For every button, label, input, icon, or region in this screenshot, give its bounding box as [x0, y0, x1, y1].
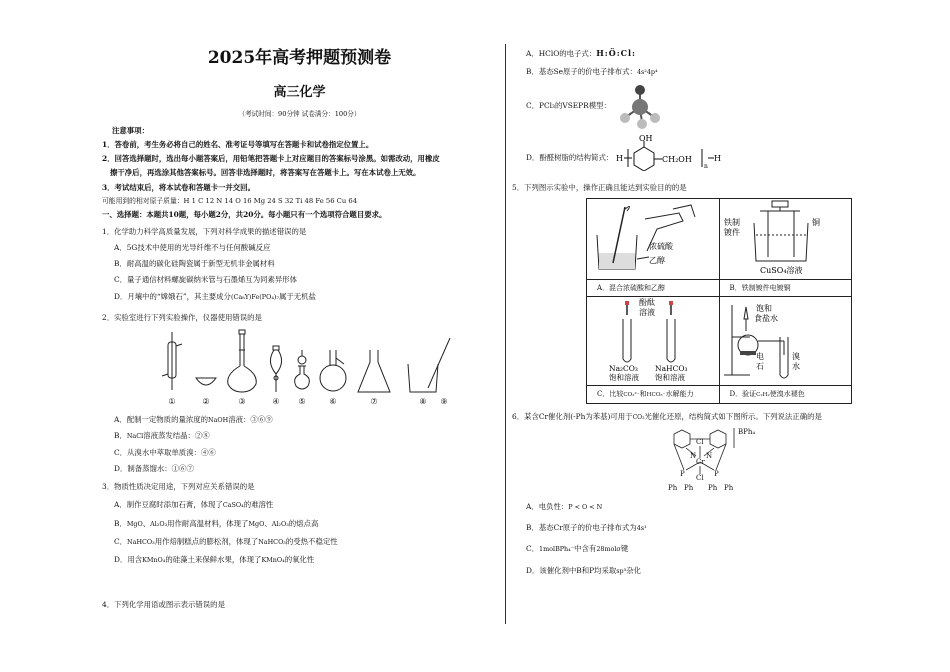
question-3-option-c: C．NaHCO₃用作焙制糕点的膨松剂，体现了NaHCO₃的受热不稳定性: [114, 536, 338, 546]
figure-d-caption: D．验证C₂H₂使溴水褪色: [719, 386, 852, 404]
notice-item-2: 2．回答选择题时，选出每小题答案后，用铅笔把答题卡上对应题目的答案标号涂黑。如需改动，用橡皮: [102, 154, 440, 164]
question-4-option-a: A．HClO的电子式：H:Ö:Cl:: [526, 48, 637, 58]
svg-text:Cl: Cl: [696, 437, 704, 446]
svg-text:N: N: [706, 451, 713, 460]
svg-text:Na₂CO₃: Na₂CO₃: [609, 364, 638, 373]
svg-text:①: ①: [168, 397, 176, 407]
svg-text:铜: 铜: [811, 217, 820, 227]
svg-text:CH₂OH: CH₂OH: [662, 154, 692, 164]
svg-text:n: n: [704, 162, 708, 170]
svg-text:饱和溶液: 饱和溶液: [609, 373, 639, 382]
exam-title: 2025年高考押题预测卷: [207, 48, 392, 68]
notice-title: 注意事项：: [112, 125, 149, 135]
volumetric-flask-icon: [228, 330, 257, 392]
svg-text:NaHCO₃: NaHCO₃: [655, 364, 688, 373]
question-1-option-d: D．月壤中的“嫦娥石”，其主要成分(Ca₈Y)Fe(PO₄)₇属于无机盐: [114, 291, 316, 301]
svg-text:④: ④: [272, 397, 280, 407]
svg-text:P: P: [680, 469, 685, 478]
notice-item-3: 3．考试结束后，将本试卷和答题卡一并交回。: [102, 182, 255, 192]
question-3-option-a: A．制作豆腐时添加石膏，体现了CaSO₄的难溶性: [114, 500, 274, 510]
atomic-mass-line: 可能用到的相对原子质量：H 1 C 12 N 14 O 16 Mg 24 S 32 Ti 48 Fe 56 Cu 64: [102, 196, 358, 205]
svg-text:BPh₄: BPh₄: [738, 427, 756, 436]
catalyst-structure: [662, 426, 772, 494]
acetylene-figure: [720, 297, 848, 383]
left-column: [102, 46, 497, 610]
condenser-icon: [162, 332, 182, 390]
figure-d: [719, 297, 852, 386]
hydrolysis-figure: [587, 297, 715, 383]
svg-text:浓硫酸: 浓硫酸: [649, 241, 673, 251]
question-2-option-b: B．NaCl溶液蒸发结晶：②⑧: [114, 431, 210, 441]
figure-b-caption: B．铁制镀件电镀铜: [719, 280, 852, 297]
exam-info: （考试时间：90分钟 试卷满分：100分）: [238, 109, 361, 118]
question-4-option-b: B．基态Se原子的价电子排布式：4s²4p⁴: [526, 67, 658, 77]
svg-text:电: 电: [755, 352, 764, 361]
apparatus-figure: [152, 328, 452, 408]
separatory-funnel-icon: [270, 346, 281, 392]
svg-text:N: N: [690, 451, 697, 460]
notice-item-2-cont: 擦干净后，再选涂其他答案标号。回答非选择题时，将答案写在答题卡上。写在本试卷上无效。: [110, 168, 421, 178]
round-flask-icon: [295, 350, 310, 389]
exam-subtitle: 高三化学: [273, 85, 326, 101]
svg-text:饱和: 饱和: [755, 304, 772, 313]
svg-text:饱和溶液: 饱和溶液: [655, 373, 685, 382]
question-2-option-d: D．制备蒸馏水：①⑥⑦: [114, 463, 194, 473]
svg-text:⑧: ⑧: [419, 397, 427, 407]
svg-text:石: 石: [755, 362, 764, 371]
question-6-option-d: D．该催化剂中B和P均采取sp³杂化: [526, 565, 641, 575]
evaporating-dish-icon: [196, 378, 216, 385]
mixing-figure: [587, 199, 715, 277]
question-6-option-c: C．1molBPh₄⁻中含有28molσ键: [526, 544, 629, 554]
svg-text:Cl: Cl: [696, 473, 704, 482]
phenolic-resin-structure: [612, 135, 722, 171]
svg-text:溴: 溴: [791, 352, 800, 361]
question-3-stem: 3．物质性质决定用途，下列对应关系错误的是: [102, 482, 255, 492]
question-6-option-a: A．电负性：P < O < N: [526, 501, 603, 511]
electroplating-figure: [720, 199, 848, 277]
question-4-option-d: D．酚醛树脂的结构简式： H OH CH₂OH n H: [526, 134, 721, 170]
svg-text:P: P: [714, 469, 719, 478]
figure-a-caption: A．混合浓硫酸和乙醇: [587, 280, 720, 297]
svg-text:②: ②: [202, 397, 210, 407]
question-1-option-b: B．耐高温的碳化硅陶瓷属于新型无机非金属材料: [114, 259, 275, 269]
question-6-option-b: B．基态Cr原子的价电子排布式为4s¹: [526, 523, 647, 532]
conical-flask-icon: [358, 350, 390, 392]
figure-b: [719, 198, 852, 279]
column-divider: [505, 44, 506, 624]
svg-text:CuSO₄溶液: CuSO₄溶液: [759, 265, 803, 275]
glass-rod-icon: [428, 338, 450, 388]
question-4-option-c: C．PCl₃的VSEPR模型：: [512, 85, 852, 129]
question-1-option-a: A．5G技术中使用的光导纤维不与任何酸碱反应: [114, 242, 271, 252]
svg-text:⑦: ⑦: [370, 397, 378, 407]
svg-text:Ph: Ph: [668, 483, 678, 492]
beaker-icon: [408, 364, 438, 392]
question-2-stem: 2．实验室进行下列实验操作，仪器使用错误的是: [102, 312, 262, 322]
svg-text:Ph: Ph: [684, 483, 694, 492]
svg-text:Ph: Ph: [724, 483, 734, 492]
figure-c-caption: C．比较CO₃²⁻和HCO₃⁻水解能力: [587, 386, 720, 404]
svg-text:溶液: 溶液: [639, 308, 655, 317]
section-heading: 一、选择题：本题共10题，每小题2分，共20分。每小题只有一个选项符合题目要求。: [102, 210, 387, 220]
svg-text:Ph: Ph: [708, 483, 718, 492]
svg-text:酚酞: 酚酞: [639, 298, 655, 307]
svg-text:铁制: 铁制: [723, 217, 740, 227]
question-3-option-b: B．MgO、Al₂O₃用作耐高温材料，体现了MgO、Al₂O₃的熔点高: [114, 518, 319, 528]
question-1-stem: 1．化学助力科学高质量发展，下列对科学成果的描述错误的是: [102, 226, 307, 236]
svg-text:⑥: ⑥: [329, 397, 337, 407]
svg-text:⑤: ⑤: [298, 397, 306, 407]
question-5-figure-table: [586, 198, 852, 405]
right-column: [512, 46, 852, 575]
question-2-option-c: C．从溴水中萃取单质溴：④⑥: [114, 447, 216, 457]
svg-text:Cr: Cr: [696, 457, 705, 466]
svg-text:镀件: 镀件: [723, 227, 740, 237]
question-2-option-a: A．配制一定物质的量浓度的NaOH溶液：③⑥⑨: [114, 415, 273, 425]
svg-text:水: 水: [791, 362, 800, 371]
svg-text:H: H: [714, 153, 721, 163]
svg-text:⑨: ⑨: [440, 397, 448, 407]
question-1-option-c: C．量子通信材料螺旋碳纳米管与石墨烯互为同素异形体: [114, 275, 298, 285]
svg-text:③: ③: [238, 397, 246, 407]
svg-text:OH: OH: [639, 134, 653, 143]
question-5-stem: 5．下列图示实验中，操作正确且能达到实验目的的是: [512, 182, 687, 192]
distillation-flask-icon: [320, 350, 346, 391]
figure-c: [587, 297, 720, 386]
vsepr-model-icon: [618, 85, 662, 129]
figure-a: [587, 198, 720, 279]
svg-text:乙醇: 乙醇: [649, 255, 665, 265]
svg-text:食盐水: 食盐水: [753, 314, 778, 323]
question-3-option-d: D．用含KMnO₄的硅藻土来保鲜水果，体现了KMnO₄的氧化性: [114, 555, 315, 565]
question-6-stem: 6．某含Cr催化剂(-Ph为苯基)可用于CO₂光催化还原，结构简式如下图所示。下列说法正确的是: [512, 412, 822, 422]
question-4-stem: 4．下列化学用语或图示表示错误的是: [102, 600, 225, 610]
svg-text:H: H: [616, 153, 623, 163]
notice-item-1: 1．答卷前，考生务必将自己的姓名、准考证号等填写在答题卡和试卷指定位置上。: [102, 139, 374, 149]
